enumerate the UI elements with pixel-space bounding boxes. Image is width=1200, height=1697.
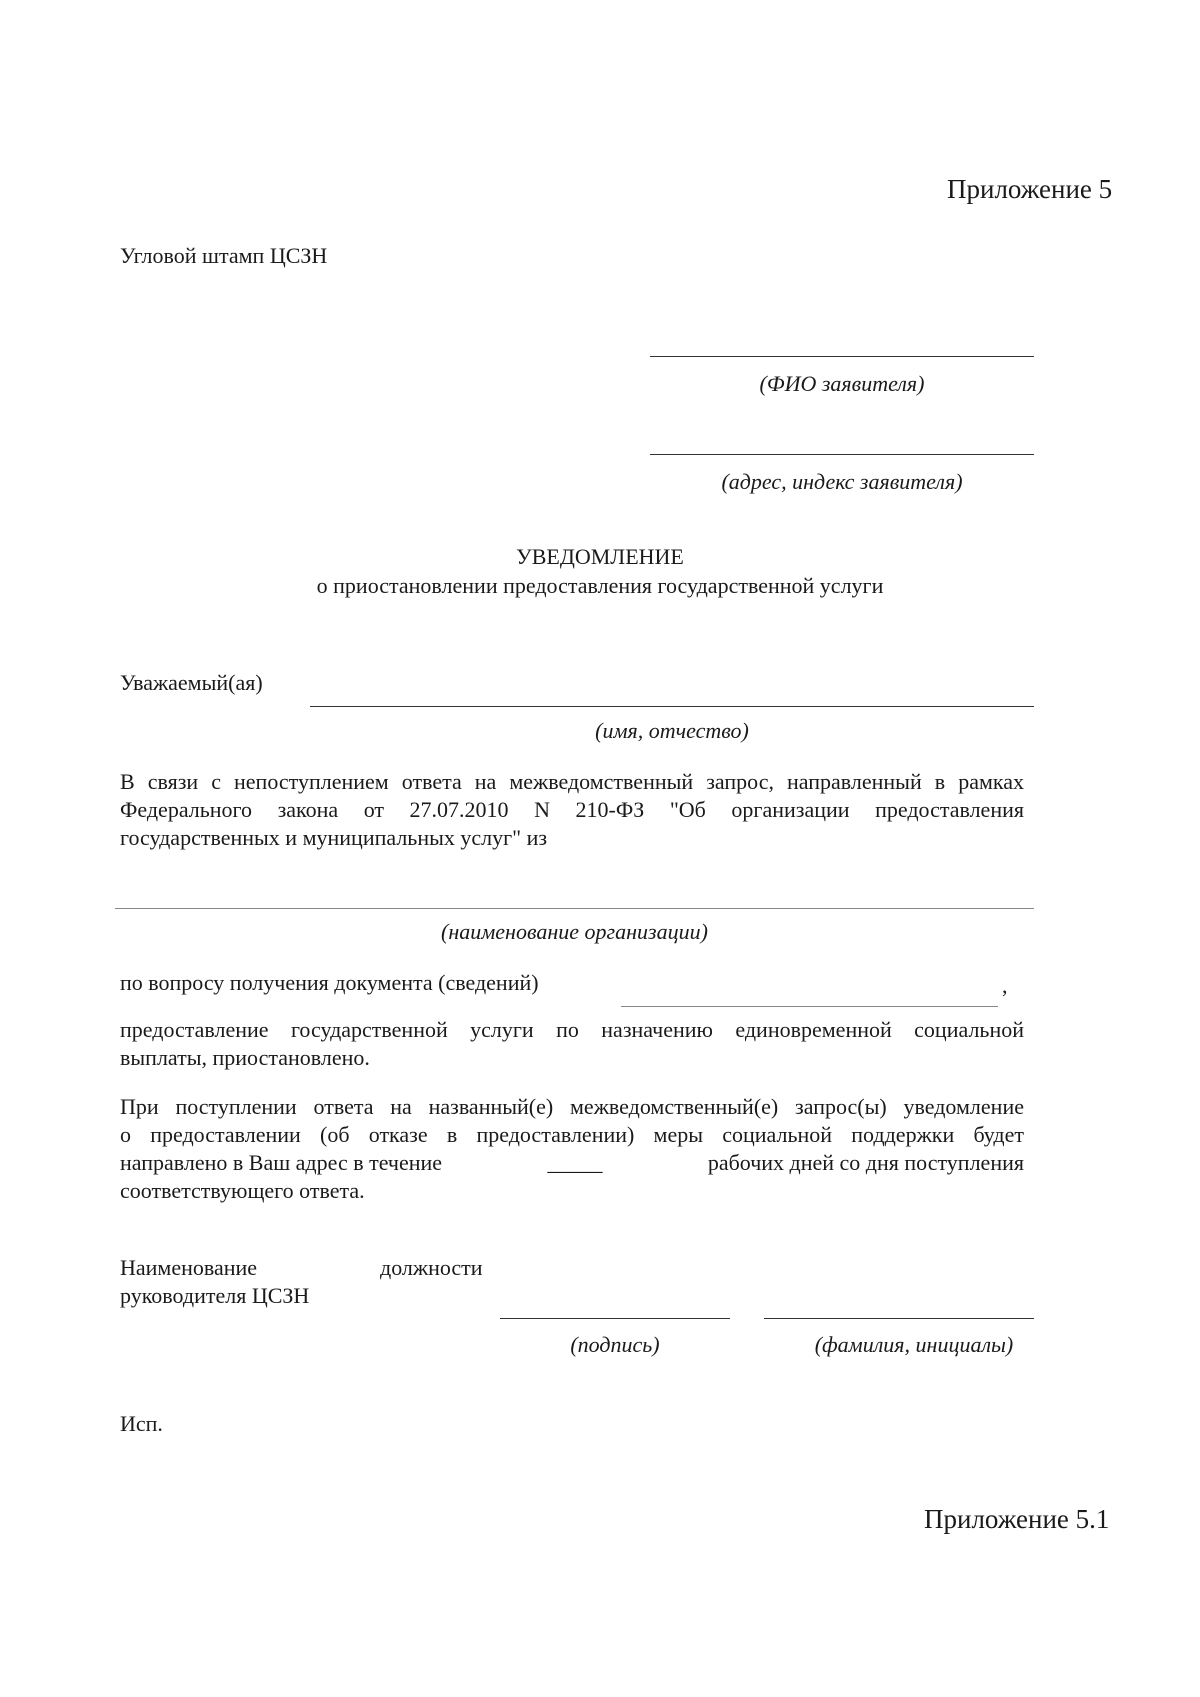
position-word-2: должности: [380, 1255, 483, 1280]
paragraph-3-line-3-start: направлено в Ваш адрес в течение: [120, 1150, 443, 1175]
paragraph-3-line-3: [120, 1149, 1024, 1177]
surname-initials-caption: (фамилия, инициалы): [814, 1332, 1014, 1357]
position-word-1: Наименование: [120, 1255, 258, 1280]
document-question-label: по вопросу получения документа (сведений): [120, 970, 539, 995]
paragraph-2-line-1: предоставление государственной услуги по назначению единовременной социальной: [120, 1017, 1024, 1042]
document-name-line: [621, 1006, 998, 1007]
notice-subtitle: о приостановлении предоставления государственной услуги: [316, 573, 884, 598]
applicant-address-line: [650, 454, 1034, 455]
appendix-label-bottom: Приложение 5.1: [924, 1504, 1110, 1534]
appendix-label-top: Приложение 5: [947, 174, 1113, 204]
paragraph-3: [120, 1093, 1024, 1205]
greeting-name-line: [310, 706, 1034, 707]
paragraph-1-line-3: государственных и муниципальных услуг" из: [120, 825, 548, 850]
greeting-name-caption: (имя, отчество): [595, 718, 749, 743]
position-line-2: руководителя ЦСЗН: [120, 1283, 310, 1308]
paragraph-1: [120, 768, 1024, 852]
days-count-blank: _____: [547, 1150, 603, 1175]
executor-label: Исп.: [120, 1411, 163, 1436]
paragraph-2-line-2: выплаты, приостановлено.: [120, 1045, 370, 1070]
paragraph-1-line-1: В связи с непоступлением ответа на межведомственный запрос, направленный в рамках: [120, 769, 1024, 794]
notice-title: УВЕДОМЛЕНИЕ: [516, 544, 684, 569]
organization-name-line: [115, 908, 1034, 909]
surname-initials-line: [764, 1318, 1034, 1319]
signature-caption: (подпись): [570, 1332, 660, 1357]
applicant-address-caption: (адрес, индекс заявителя): [721, 469, 963, 494]
paragraph-3-line-3-end: рабочих дней со дня поступления: [707, 1150, 1024, 1175]
document-question-comma: ,: [1002, 973, 1008, 998]
paragraph-3-line-2: о предоставлении (об отказе в предоставлении) меры социальной поддержки будет: [120, 1122, 1024, 1147]
organization-name-caption: (наименование организации): [441, 919, 708, 944]
signature-line: [500, 1318, 730, 1319]
greeting-label: Уважаемый(ая): [120, 670, 263, 695]
paragraph-3-line-1: При поступлении ответа на названный(е) межведомственный(е) запрос(ы) уведомление: [120, 1094, 1024, 1119]
paragraph-1-line-2: Федерального закона от 27.07.2010 N 210-ФЗ "Об организации предоставления: [120, 797, 1024, 822]
paragraph-2: [120, 1016, 1024, 1072]
applicant-name-line: [650, 356, 1034, 357]
paragraph-3-line-4: соответствующего ответа.: [120, 1178, 365, 1203]
applicant-name-caption: (ФИО заявителя): [759, 371, 925, 396]
corner-stamp-label: Угловой штамп ЦСЗН: [120, 243, 328, 268]
